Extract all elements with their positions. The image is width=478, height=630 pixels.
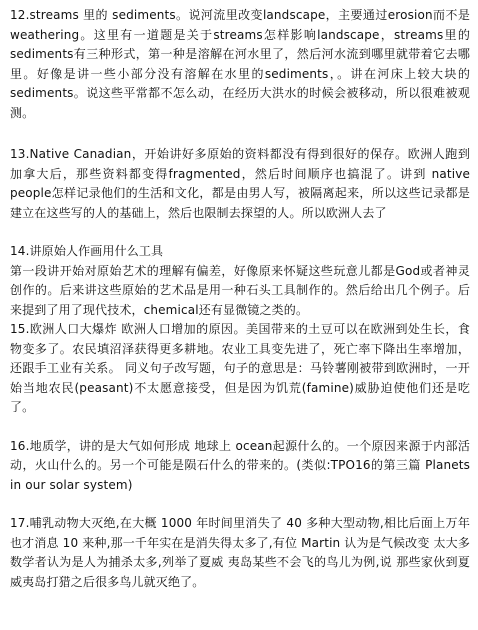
note-entry-14: [10, 242, 470, 320]
note-text-13: 13.Native Canadian，开始讲好多原始的资料都没有得到很好的保存。欧洲人跑到加拿大后，那些资料都变得fragmented，然后时间顺序也搞混了。讲到 native people怎样记录他们的生活和文化，都是由男人写，被隔离起来，所以这些记录都是建立在这些写的人的基础上，然后也限制去探望的人。所以欧洲人去了: [10, 147, 470, 220]
note-text-15: 15.欧洲人口大爆炸 欧洲人口增加的原因。美国带来的土豆可以在欧洲到处生长，食物变多了。农民填沼泽获得更多耕地。农业工具变先进了，死亡率下降出生率增加，还跟手工业有关系。 同义句子改写题，句子的意思是：马铃薯刚被带到欧洲时，一开始当地农民(peasant)不太愿意接受，但是因为饥荒(famine)威胁迫使他们还是吃了。: [10, 322, 470, 414]
note-text-16: 16.地质学，讲的是大气如何形成 地球上 ocean起源什么的。一个原因来源于内部活动，火山什么的。另一个可能是陨石什么的带来的。(类似:TPO16的第三篇 Planets in our solar system): [10, 438, 470, 492]
spacer: [10, 123, 470, 145]
spacer: [10, 495, 470, 514]
note-entry-17: [10, 514, 470, 592]
note-heading-14: 14.讲原始人作画用什么工具: [10, 244, 164, 258]
note-text-17: 17.哺乳动物大灭绝,在大概 1000 年时间里消失了 40 多种大型动物,相比后面上万年 也才消息 10 来种,那一千年实在是消失得太多了,有位 Martin 认为是气候改变 太大多数学者认为是人为捕杀太多,列举了夏威 夷岛某些不会飞的鸟儿为例,说 那些家伙到夏威夷岛打猎之后很多鸟儿就灭绝了。: [10, 516, 470, 589]
note-text-12: 12.streams 里的 sediments。说河流里改变landscape，主要通过erosion而不是weathering。这里有一道题是关于streams怎样影响landscape，streams里的sediments有三种形式，第一种是溶解在河水里了，然后河水流到哪里就带着它去哪里。好像是讲一些小部分没有溶解在水里的sediments，。讲在河床上较大块的sediments。说这些平常都不怎么动，在经历大洪水的时候会被移动，所以很难被观测。: [10, 8, 470, 120]
note-entry-13: [10, 145, 470, 223]
note-entry-12: [10, 6, 470, 123]
note-entry-16: [10, 437, 470, 496]
spacer: [10, 223, 470, 242]
note-entry-15: [10, 320, 470, 418]
spacer: [10, 418, 470, 437]
note-text-14: 第一段讲开始对原始艺术的理解有偏差，好像原来怀疑这些玩意儿都是God或者神灵创作的。后来讲这些原始的艺术品是用一种石头工具制作的。然后给出几个例子。后来提到了用了现代技术，chemical还有显微镜之类的。: [10, 263, 470, 317]
